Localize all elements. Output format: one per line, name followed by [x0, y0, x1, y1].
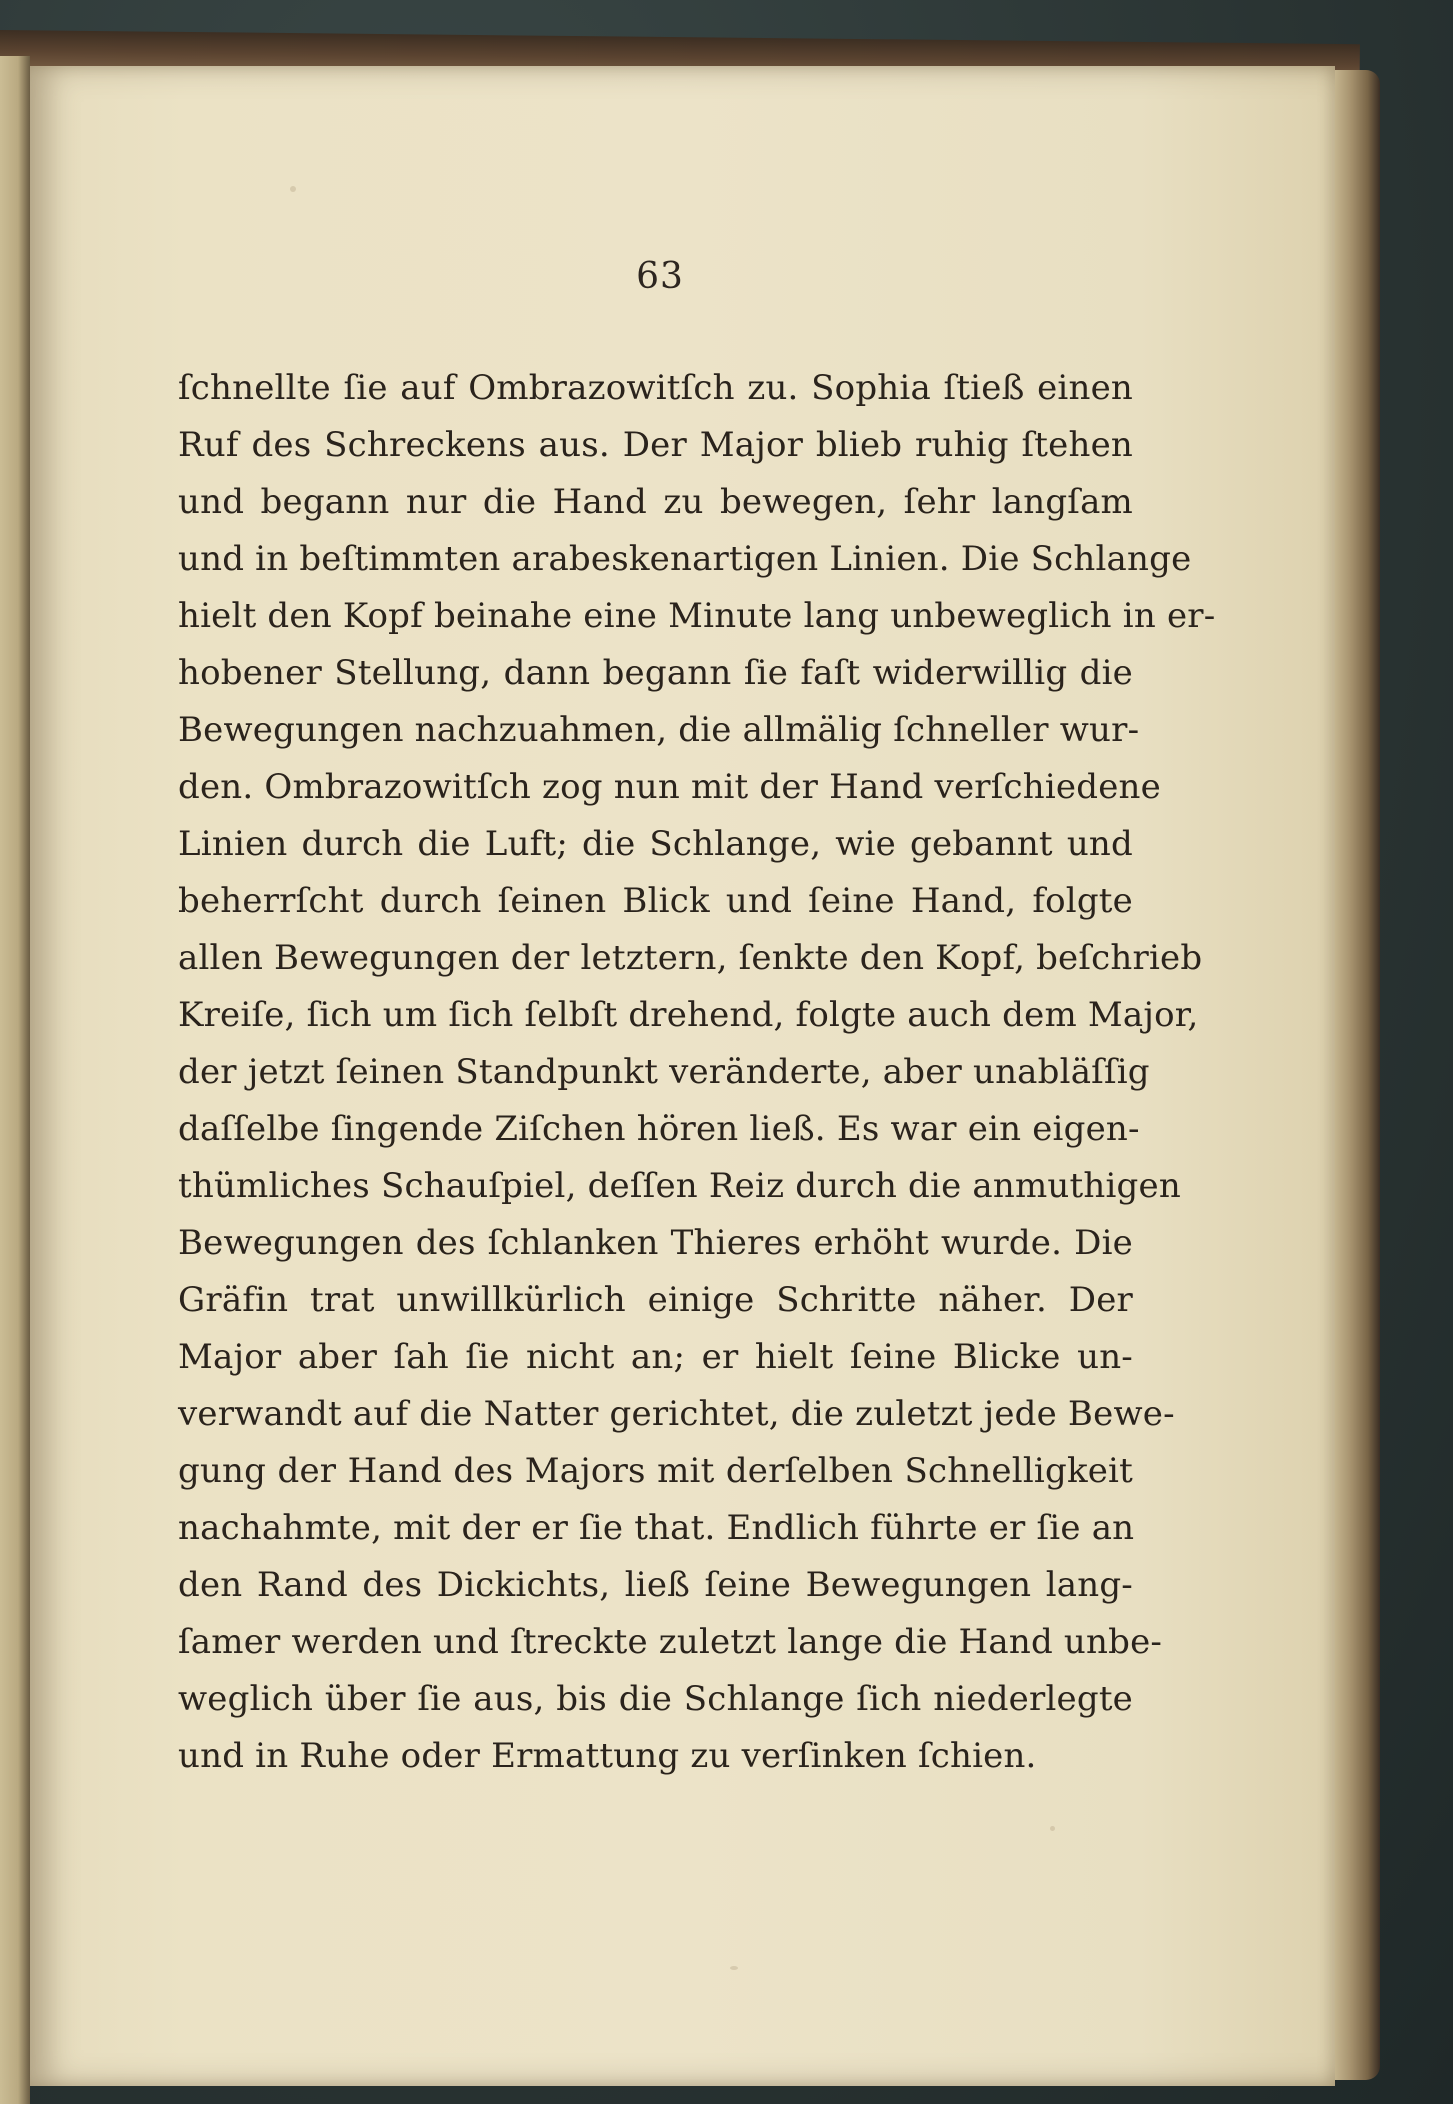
text-line: nachahmte, mit der er ſie that. Endlich führte er ſie an [178, 1508, 1135, 1548]
text-line: ſamer werden und ſtreckte zuletzt lange die Hand unbe- [178, 1622, 1163, 1662]
text-line: Bewegungen des ſchlanken Thieres erhöht wurde. Die [178, 1223, 1133, 1263]
text-line: hielt den Kopf beinahe eine Minute lang unbeweglich in er- [178, 596, 1216, 636]
text-line: gung der Hand des Majors mit derſelben Schnelligkeit [178, 1451, 1133, 1491]
text-line: daſſelbe ſingende Ziſchen hören ließ. Es war ein eigen- [178, 1109, 1140, 1149]
text-line: und begann nur die Hand zu bewegen, ſehr langſam [178, 482, 1133, 522]
text-line: allen Bewegungen der letztern, ſenkte den Kopf, beſchrieb [178, 938, 1203, 978]
text-line: und in beſtimmten arabeskenartigen Linien. Die Schlange [178, 539, 1192, 579]
text-line: Major aber ſah ſie nicht an; er hielt ſeine Blicke un- [178, 1337, 1133, 1377]
text-line: Bewegungen nachzuahmen, die allmälig ſchneller wur- [178, 710, 1140, 750]
text-line: und in Ruhe oder Ermattung zu verſinken ſchien. [178, 1736, 1037, 1776]
text-line: Ruf des Schreckens aus. Der Major blieb ruhig ſtehen [178, 425, 1133, 465]
text-line: der jetzt ſeinen Standpunkt veränderte, aber unabläſſig [178, 1052, 1150, 1092]
text-line: hobener Stellung, dann begann ſie faſt widerwillig die [178, 653, 1133, 693]
text-line: Gräfin trat unwillkürlich einige Schritte näher. Der [178, 1280, 1133, 1320]
text-line: weglich über ſie aus, bis die Schlange ſich niederlegte [178, 1679, 1133, 1719]
text-line: Linien durch die Luft; die Schlange, wie gebannt und [178, 824, 1133, 864]
text-line: den Rand des Dickichts, ließ ſeine Bewegungen lang- [178, 1565, 1133, 1605]
text-line: beherrſcht durch ſeinen Blick und ſeine Hand, folgte [178, 881, 1133, 921]
text-line: ſchnellte ſie auf Ombrazowitſch zu. Sophia ſtieß einen [178, 368, 1133, 408]
page-number: 63 [636, 256, 684, 297]
text-line: den. Ombrazowitſch zog nun mit der Hand verſchiedene [178, 767, 1161, 807]
text-line: Kreiſe, ſich um ſich ſelbſt drehend, folgte auch dem Major, [178, 995, 1199, 1035]
text-line: verwandt auf die Natter gerichtet, die zuletzt jede Bewe- [178, 1394, 1175, 1434]
page-block-edge [1330, 70, 1380, 2080]
text-line: thümliches Schauſpiel, deſſen Reiz durch die anmuthigen [178, 1166, 1181, 1206]
paper-spot [730, 1966, 738, 1970]
paper-spot [290, 186, 296, 192]
facing-page-edge [0, 56, 30, 2104]
body-text [178, 360, 1216, 1785]
paper-spot [1050, 1826, 1055, 1831]
